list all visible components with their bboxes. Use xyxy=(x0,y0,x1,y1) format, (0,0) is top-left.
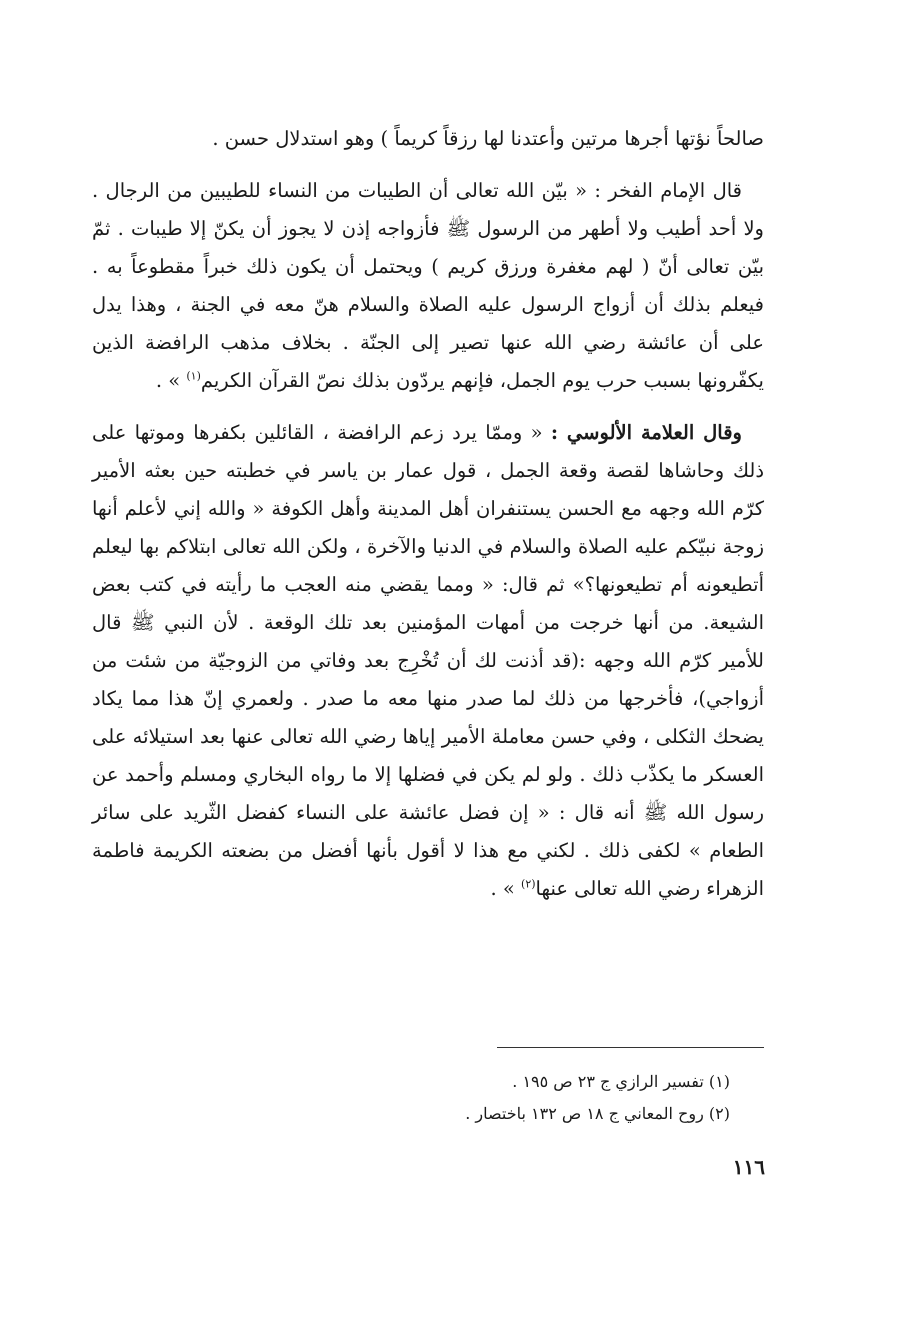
text-line: أن يكون ذلك خبراً مقطوعاً به . فيعلم بذلك أن أزواج الرسول عليه الصلاة xyxy=(92,255,764,316)
footnote-2: (٢) روح المعاني ج ١٨ ص ١٣٢ باختصار . xyxy=(465,1104,730,1123)
text-line: قال الإمام الفخر : « بيّن الله تعالى أن الطيبات من النساء للطيبين من xyxy=(167,179,743,202)
text-line: حين بعثه الأمير كرّم الله وجهه مع الحسن يستنفران أهل المدينة وأهل الكوفة xyxy=(92,459,764,520)
footnote-1: (١) تفسير الرازي ج ٢٣ ص ١٩٥ . xyxy=(512,1072,730,1091)
footnote-divider xyxy=(497,1047,764,1048)
footnote-ref-2[interactable]: (٢) xyxy=(521,877,536,891)
paragraph-3-alusi-quote xyxy=(92,414,764,908)
text-line: والسلام هنّ معه في الجنة ، وهذا يدل على أن عائشة رضي الله عنها تصير xyxy=(92,293,765,354)
page-number: ١١٦ xyxy=(732,1155,765,1179)
text-line: صالحاً نؤتها أجرها مرتين وأعتدنا لها رزقاً كريماً ) وهو استدلال حسن . xyxy=(212,127,764,150)
body-text xyxy=(92,120,764,908)
text-line: « والله إني لأعلم أنها زوجة نبيّكم عليه الصلاة والسلام في الدنيا والآخرة ، xyxy=(92,497,765,558)
text-line: » . xyxy=(490,877,522,900)
text-line: « وممّا يرد زعم الرافضة ، القائلين بكفرها xyxy=(193,421,551,444)
text-line: ولكن الله تعالى ابتلاكم بها ليعلم أتطيعونه أم تطيعونها؟» ثم قال: « ومما يقضي xyxy=(92,535,765,596)
footnote-ref-1[interactable]: (١) xyxy=(186,369,201,383)
text-line: الرجال . ولا أحد أطيب ولا أطهر من الرسول ﷺ فأزواجه إذن لا يجوز xyxy=(92,179,764,240)
text-line: فإنهم يردّون بذلك نصّ القرآن الكريم xyxy=(200,369,494,392)
text-line: إلى الجنّة . بخلاف مذهب الرافضة الذين يكفّرونها بسبب حرب يوم الجمل، xyxy=(92,331,764,392)
text-line: منه العجب ما رأيته في كتب بعض الشيعة. من أنها خرجت من أمهات المؤمنين xyxy=(92,573,764,634)
text-line: وموتها على ذلك وحاشاها لقصة وقعة الجمل ، قول عمار بن ياسر في خطبته xyxy=(92,421,765,482)
paragraph-1 xyxy=(92,120,764,158)
text-line: عن رسول الله ﷺ أنه قال : « إن فضل عائشة على النساء كفضل الثّريد xyxy=(92,763,765,824)
text-line: بعد تلك الوقعة . لأن النبي ﷺ قال للأمير كرّم الله وجهه :(قد أذنت لك xyxy=(92,611,764,672)
text-line: » . xyxy=(155,369,187,392)
text-line: بضعته الكريمة فاطمة الزهراء رضي الله تعالى عنها xyxy=(92,839,764,900)
paragraph-2-fakhr-quote xyxy=(92,172,764,400)
text-line: أن يكنّ إلا طيبات . ثمّ بيّن تعالى أنّ ( لهم مغفرة ورزق كريم ) ويحتمل xyxy=(92,217,765,278)
footnotes xyxy=(300,1066,730,1130)
text-line: ذلك لما صدر منها معه ما صدر . ولعمري إنّ هذا مما يكاد يضحك الثكلى ، xyxy=(92,687,764,748)
text-line: على سائر الطعام » لكفى ذلك . لكني مع هذا لا أقول بأنها أفضل من xyxy=(92,801,764,862)
speaker-lead: وقال العلامة الألوسي : xyxy=(550,421,742,444)
text-line: وفي حسن معاملة الأمير إياها رضي الله تعالى عنها بعد استيلائه على العسكر xyxy=(92,725,765,786)
text-line: أن تُخْرِج بعد وفاتي من الزوجيّة من شئت من أزواجي)، فأخرجها من xyxy=(92,649,765,710)
text-line: ما يكذّب ذلك . ولو لم يكن في فضلها إلا ما رواه البخاري ومسلم وأحمد xyxy=(125,763,698,786)
